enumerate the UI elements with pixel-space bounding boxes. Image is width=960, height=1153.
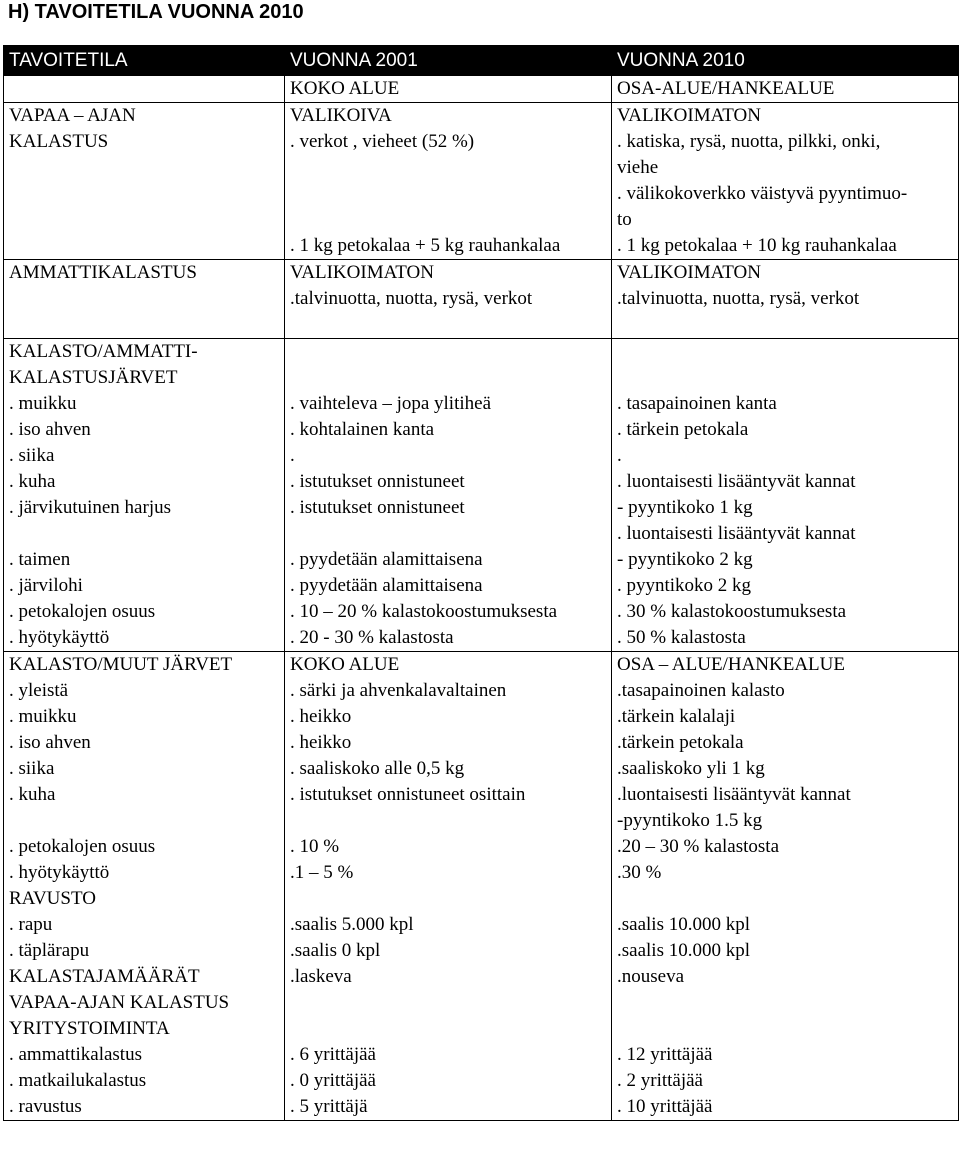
- table-cell: [612, 339, 959, 652]
- cell-line: . istutukset onnistuneet: [290, 471, 465, 492]
- cell-line: OSA – ALUE/HANKEALUE: [617, 654, 845, 675]
- cell-line: KALASTUS: [9, 131, 109, 152]
- table-cell: [4, 260, 285, 339]
- cell-line: . siika: [9, 758, 55, 779]
- cell-line: YRITYSTOIMINTA: [9, 1018, 170, 1039]
- cell-line: [290, 181, 606, 207]
- cell-line: .saalis 10.000 kpl: [617, 914, 750, 935]
- section-heading: H) TAVOITETILA VUONNA 2010: [8, 1, 304, 23]
- cell-line: . kuha: [9, 784, 56, 805]
- cell-line: . matkailukalastus: [9, 1070, 147, 1091]
- cell-line: . vaihteleva – jopa ylitiheä: [290, 393, 492, 414]
- cell-line: KALASTAJAMÄÄRÄT: [9, 966, 200, 987]
- table-cell: [4, 652, 285, 1121]
- cell-line: .talvinuotta, nuotta, rysä, verkot: [290, 288, 533, 309]
- cell-line: VALIKOIMATON: [617, 262, 761, 283]
- cell-line: . ammattikalastus: [9, 1044, 142, 1065]
- cell-line: .tärkein petokala: [617, 732, 744, 753]
- table-cell: [612, 76, 959, 103]
- cell-line: VAPAA – AJAN: [9, 105, 136, 126]
- table-cell: [285, 652, 612, 1121]
- table-cell: [285, 339, 612, 652]
- cell-line: [9, 808, 279, 834]
- header-cell-2001: VUONNA 2001: [285, 46, 612, 76]
- cell-line: to: [617, 209, 632, 230]
- cell-line: . muikku: [9, 706, 77, 727]
- cell-line: . 2 yrittäjää: [617, 1070, 703, 1091]
- table-cell: [4, 339, 285, 652]
- cell-spacer: [290, 312, 606, 338]
- header-cell-tavoitetila: TAVOITETILA: [4, 46, 285, 76]
- cell-line: VALIKOIVA: [290, 105, 392, 126]
- table-cell: [285, 103, 612, 260]
- cell-line: .: [290, 445, 295, 466]
- cell-line: viehe: [617, 157, 659, 178]
- cell-line: VALIKOIMATON: [617, 105, 761, 126]
- cell-line: . 50 % kalastosta: [617, 627, 746, 648]
- cell-line: [290, 1016, 606, 1042]
- header-cell-2010: VUONNA 2010: [612, 46, 959, 76]
- cell-line: . särki ja ahvenkalavaltainen: [290, 680, 507, 701]
- cell-line: [290, 990, 606, 1016]
- cell-line: . petokalojen osuus: [9, 601, 156, 622]
- cell-line: [290, 521, 606, 547]
- cell-line: [617, 990, 953, 1016]
- cell-line: . petokalojen osuus: [9, 836, 156, 857]
- cell-line: . siika: [9, 445, 55, 466]
- cell-line: [290, 155, 606, 181]
- cell-line: .1 – 5 %: [290, 862, 354, 883]
- cell-line: . 6 yrittäjää: [290, 1044, 376, 1065]
- table-row-kalasto-ammattikalastusjarvet: [4, 339, 959, 652]
- cell-line: .laskeva: [290, 966, 352, 987]
- cell-line: . istutukset onnistuneet: [290, 497, 465, 518]
- cell-line: . verkot , vieheet (52 %): [290, 131, 475, 152]
- cell-line: . välikokoverkko väistyvä pyyntimuo-: [617, 183, 908, 204]
- table-cell: [612, 260, 959, 339]
- cell-line: - pyyntikoko 1 kg: [617, 497, 753, 518]
- cell-line: . 30 % kalastokoostumuksesta: [617, 601, 847, 622]
- cell-line: . heikko: [290, 706, 352, 727]
- cell-line: [290, 886, 606, 912]
- cell-line: . iso ahven: [9, 419, 91, 440]
- cell-line: KALASTUSJÄRVET: [9, 367, 178, 388]
- cell-line: . yleistä: [9, 680, 69, 701]
- cell-line: . pyydetään alamittaisena: [290, 549, 483, 570]
- cell-line: .nouseva: [617, 966, 685, 987]
- cell-line: . 12 yrittäjää: [617, 1044, 713, 1065]
- cell-line: .20 – 30 % kalastosta: [617, 836, 780, 857]
- cell-line: VAPAA-AJAN KALASTUS: [9, 992, 230, 1013]
- cell-line: . kohtalainen kanta: [290, 419, 435, 440]
- target-state-table: [3, 45, 959, 1121]
- cell-line: . hyötykäyttö: [9, 862, 110, 883]
- cell-line: AMMATTIKALASTUS: [9, 262, 197, 283]
- table-row-vapaa-ajan-kalastus: [4, 103, 959, 260]
- table-cell: [285, 260, 612, 339]
- cell-line: . 1 kg petokalaa + 5 kg rauhankalaa: [290, 235, 561, 256]
- cell-line: . heikko: [290, 732, 352, 753]
- cell-line: RAVUSTO: [9, 888, 96, 909]
- cell-line: .tärkein kalalaji: [617, 706, 736, 727]
- cell-line: . saaliskoko alle 0,5 kg: [290, 758, 465, 779]
- cell-line: KALASTO/AMMATTI-: [9, 341, 198, 362]
- cell-line: . iso ahven: [9, 732, 91, 753]
- cell-line: . muikku: [9, 393, 77, 414]
- cell-line: . täplärapu: [9, 940, 90, 961]
- cell-line: . 20 - 30 % kalastosta: [290, 627, 454, 648]
- cell-line: . 5 yrittäjä: [290, 1096, 368, 1117]
- cell-line: [617, 1016, 953, 1042]
- cell-line: . pyydetään alamittaisena: [290, 575, 483, 596]
- table-cell: [612, 652, 959, 1121]
- cell-line: . järvikutuinen harjus: [9, 497, 171, 518]
- cell-line: . tasapainoinen kanta: [617, 393, 777, 414]
- cell-line: .saalis 0 kpl: [290, 940, 381, 961]
- cell-line: . katiska, rysä, nuotta, pilkki, onki,: [617, 131, 881, 152]
- cell-line: KALASTO/MUUT JÄRVET: [9, 654, 233, 675]
- cell-line: . 10 – 20 % kalastokoostumuksesta: [290, 601, 558, 622]
- cell-line: [617, 339, 953, 365]
- table-header-row: [4, 46, 959, 76]
- table-cell: [612, 103, 959, 260]
- cell-line: - pyyntikoko 2 kg: [617, 549, 753, 570]
- cell-line: .saalis 10.000 kpl: [617, 940, 750, 961]
- table-row-kalasto-muut-jarvet: [4, 652, 959, 1121]
- cell-line: . luontaisesti lisääntyvät kannat: [617, 471, 856, 492]
- table-row-ammattikalastus: [4, 260, 959, 339]
- cell-line: . 1 kg petokalaa + 10 kg rauhankalaa: [617, 235, 897, 256]
- cell-line: . rapu: [9, 914, 53, 935]
- cell-line: -pyyntikoko 1.5 kg: [617, 810, 763, 831]
- cell-line: . 10 yrittäjää: [617, 1096, 713, 1117]
- cell-line: . hyötykäyttö: [9, 627, 110, 648]
- table-cell: [285, 76, 612, 103]
- cell-line: OSA-ALUE/HANKEALUE: [617, 78, 835, 99]
- cell-line: . järvilohi: [9, 575, 83, 596]
- cell-line: VALIKOIMATON: [290, 262, 434, 283]
- cell-line: .saalis 5.000 kpl: [290, 914, 414, 935]
- cell-line: . taimen: [9, 549, 71, 570]
- cell-line: .: [617, 445, 622, 466]
- cell-line: KOKO ALUE: [290, 654, 400, 675]
- cell-line: . pyyntikoko 2 kg: [617, 575, 752, 596]
- cell-line: .talvinuotta, nuotta, rysä, verkot: [617, 288, 860, 309]
- cell-line: [290, 339, 606, 365]
- cell-line: . ravustus: [9, 1096, 82, 1117]
- cell-line: . tärkein petokala: [617, 419, 749, 440]
- table-row-area: [4, 76, 959, 103]
- cell-line: KOKO ALUE: [290, 78, 400, 99]
- cell-line: [290, 207, 606, 233]
- cell-line: [617, 365, 953, 391]
- cell-line: [9, 521, 279, 547]
- cell-line: .luontaisesti lisääntyvät kannat: [617, 784, 851, 805]
- cell-spacer: [617, 312, 953, 338]
- cell-line: .tasapainoinen kalasto: [617, 680, 785, 701]
- cell-line: [290, 365, 606, 391]
- cell-line: .30 %: [617, 862, 662, 883]
- cell-line: . kuha: [9, 471, 56, 492]
- table-cell: [4, 76, 285, 103]
- cell-line: [290, 808, 606, 834]
- cell-line: . 0 yrittäjää: [290, 1070, 376, 1091]
- cell-line: . istutukset onnistuneet osittain: [290, 784, 526, 805]
- cell-line: . 10 %: [290, 836, 340, 857]
- cell-line: . luontaisesti lisääntyvät kannat: [617, 523, 856, 544]
- cell-line: [617, 886, 953, 912]
- cell-line: .saaliskoko yli 1 kg: [617, 758, 765, 779]
- table-cell: [4, 103, 285, 260]
- cell-spacer: [9, 286, 279, 312]
